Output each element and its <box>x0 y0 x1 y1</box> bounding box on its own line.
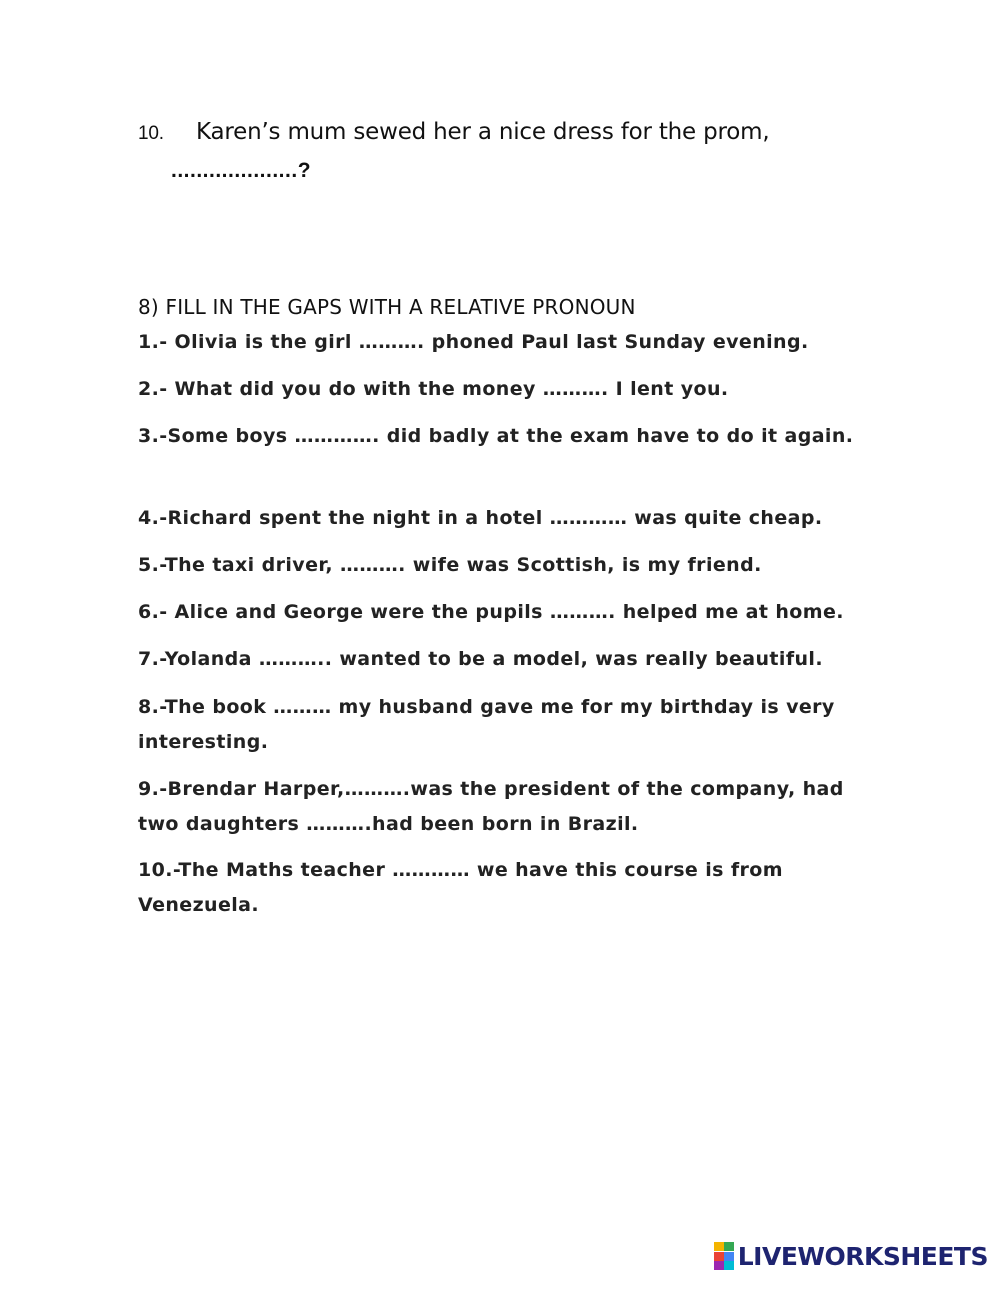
logo-tile <box>714 1261 724 1270</box>
logo-tile <box>724 1242 734 1251</box>
logo-tile <box>714 1242 724 1251</box>
logo-tile <box>714 1252 724 1261</box>
exercise-item: 10.-The Maths teacher ………… we have this course is from Venezuela. <box>138 859 783 916</box>
question-10 <box>138 114 878 152</box>
question-text: Karen’s mum sewed her a nice dress for the prom, <box>196 119 770 145</box>
exercise-item: 5.-The taxi driver, ………. wife was Scottish, is my friend. <box>138 554 762 576</box>
logo-text: LIVEWORKSHEETS <box>737 1241 988 1271</box>
exercise-item: 1.- Olivia is the girl ………. phoned Paul last Sunday evening. <box>138 331 809 353</box>
liveworksheets-logo <box>714 1241 988 1271</box>
logo-tile <box>724 1252 734 1261</box>
logo-mark-icon <box>714 1242 734 1270</box>
answer-blank[interactable]: ....................? <box>171 159 312 182</box>
exercise-item: 2.- What did you do with the money ………. I lent you. <box>138 378 729 400</box>
question-number: 10. <box>138 123 164 144</box>
exercise-item: 9.-Brendar Harper,……….was the president of the company, had two daughters ……….had been born in Brazil. <box>138 778 844 835</box>
exercise-item: 4.-Richard spent the night in a hotel ………… was quite cheap. <box>138 507 823 529</box>
exercise-item: 6.- Alice and George were the pupils ………. helped me at home. <box>138 601 844 623</box>
exercise-item: 8.-The book ……… my husband gave me for my birthday is very interesting. <box>138 696 835 753</box>
section-heading: 8) FILL IN THE GAPS WITH A RELATIVE PRONOUN <box>138 295 636 319</box>
exercise-item: 7.-Yolanda ……….. wanted to be a model, was really beautiful. <box>138 648 823 670</box>
exercise-item: 3.-Some boys …………. did badly at the exam have to do it again. <box>138 425 854 447</box>
logo-tile <box>724 1261 734 1270</box>
